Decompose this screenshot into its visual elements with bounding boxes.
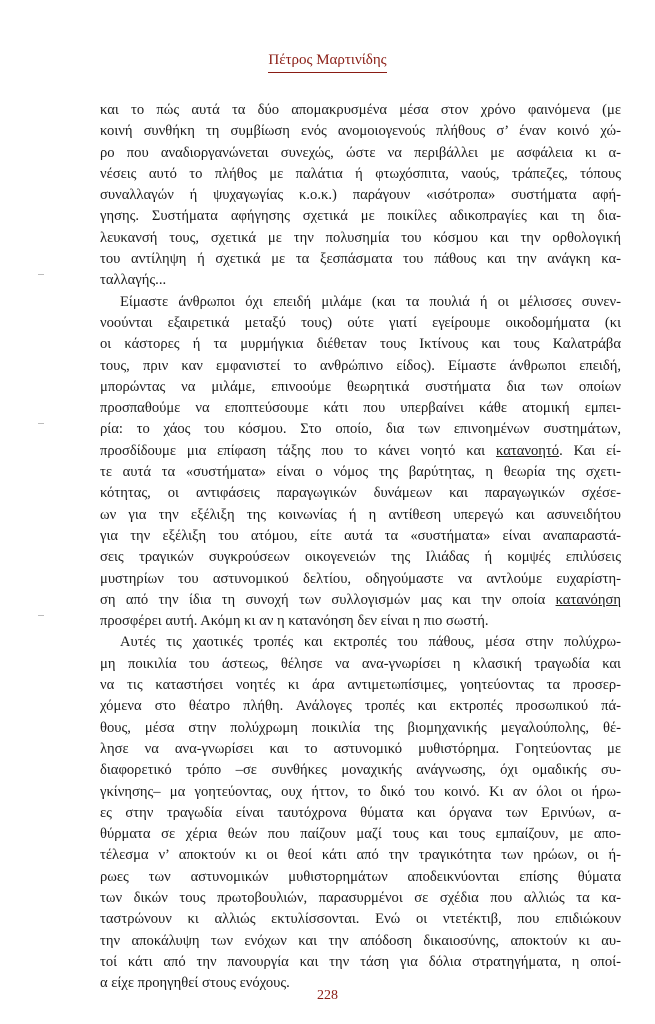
text-line: ες στην τραγωδία είναι ταυτόχρονα θύματα και όργανα των Ερινύων, α- (100, 804, 621, 821)
text-line-with-underline (100, 441, 621, 462)
text-line: μυστηρίων του αστυνομικού δελτίου, οδηγούμαστε να αντλούμε ευχαρίστη- (100, 570, 621, 587)
paragraph-3 (100, 632, 621, 994)
page-number: 228 (317, 988, 338, 1003)
text-line: νέσεις αυτό το πλήθος με παλάτια ή φτωχόσπιτα, ναούς, τράπεζες, τόπους (100, 165, 621, 182)
text-line: σεις τραγικών συγκρούσεων οικογενειών της Ιλιάδας ή κομψές επιλύσεις (100, 549, 621, 566)
text-line: τοί κάτι από την πανουργία και την τάση για δόλια στρατηγήματα, η οποί- (100, 953, 621, 970)
text-line: θύρματα σε χέρια θεών που παίζουν μαζί τους και τους εμπαίζουν, με απο- (100, 826, 621, 843)
underlined-word: κατανόηση (555, 591, 621, 608)
text-line: Είμαστε άνθρωποι όχι επειδή μιλάμε (και τα πουλιά ή οι μέλισσες συνεν- (120, 293, 621, 310)
text-line: Αυτές τις χαοτικές τροπές και εκτροπές του πάθους, μέσα στην πολύχρω- (120, 634, 621, 651)
text-line: λευκανσή τους, σχετικά με την πολυσημία του κόσμου και την ορθολογική (100, 229, 621, 246)
text-line: να τις καταστήσει νοητές κι άρα αντιμετωπίσιμες, γοητεύοντας τα προσερ- (100, 677, 621, 694)
margin-mark (38, 274, 44, 275)
text-line: γκίνησης– μα γοητεύοντας, ουχ ήττον, το δικό του κοινό. Κι αν όλοι οι ήρω- (100, 783, 621, 800)
text-line: συναλλαγών ή ψυχαγωγίας κ.ο.κ.) παράγουν «ισότροπα» συστήματα αφή- (100, 187, 621, 204)
text-line: θους, μέσα στην πολύχρωμη ποικιλία της βιομηχανικής μεγαλούπολης, θέ- (100, 719, 621, 736)
line-text: ση από την ίδια τη συνοχή των συλλογισμών μας και την οποία (100, 591, 556, 608)
page-body (100, 100, 621, 994)
text-line: του αντίληψη ή σχετικά με τα ξεσπάσματα του πάθους και την ανάγκη κα- (100, 251, 621, 268)
text-line: την αποκάλυψη των ενόχων και την απόδοση δικαιοσύνης, αποκτούν κι αυ- (100, 932, 621, 949)
text-line: για την εξέλιξη του ατόμου, είτε αυτά τα «συστήματα» είναι αναπαραστά- (100, 527, 621, 544)
text-line: τε αυτά τα «συστήματα» είναι ο νόμος της βαρύτητας, η θεωρία της σχετι- (100, 464, 621, 481)
text-line: κότητας, οι αντιφάσεις παραγωγικών δυνάμεων και παραγωγικών σχέσε- (100, 485, 621, 502)
text-line-with-underline (100, 590, 621, 611)
line-tail: . Και εί- (559, 442, 622, 459)
text-line: διαφορετικό τρόπο –σε συνθήκες μοναχικής ανάγνωσης, όχι ομαδικής συ- (100, 762, 621, 779)
text-line: χόμενα στο θέατρο πλήθη. Ανάλογες τροπές και εκτροπές προσωπικού πά- (100, 698, 621, 715)
text-line: τέλεσμα ν’ αποκτούν κι οι θεοί κάτι από την τραγικότητα των ηρώων, οι ή- (100, 847, 621, 864)
paragraph-1 (100, 100, 621, 292)
text-line: και το πώς αυτά τα δύο απομακρυσμένα μέσα στον χρόνο φαινόμενα (με (100, 102, 621, 118)
text-line: μπορώντας να μιλάμε, επινοούμε θεωρητικά συστήματα δια των οποίων (100, 378, 621, 395)
text-line: των δικών τους πρωτοβουλιών, παρασυρμένοι σε σχέδια που αλλιώς τα κα- (100, 889, 621, 906)
text-line: προσπαθούμε να εποπτεύσουμε κάτι που υπερβαίνει κάθε ατομική εμπει- (100, 400, 621, 417)
line-text: προσδίδουμε μια επίφαση τάξης που το κάνει νοητό και (100, 442, 496, 459)
text-line: ρωες των αστυνομικών μυθιστορημάτων αποδεικνύονται επίσης θύματα (100, 868, 621, 885)
text-line: μη ποικιλία του άστεως, θέλησε να ανα-γνωρίσει η κλασική τραγωδία και (100, 655, 621, 672)
text-line: ων για την εξέλιξη της κοινωνίας ή η αντίθεση υπερεγώ και ασυνειδήτου (100, 506, 621, 523)
text-line: οι κάστορες ή τα μυρμήγκια διέθεταν τους Ικτίνους και τους Καλατράβα (100, 336, 621, 353)
text-line: α είχε προηγηθεί στους ενόχους. (100, 975, 290, 992)
text-line: κοινή συνθήκη τη συμβίωση ενός ανομοιογενούς πλήθους σ’ έναν κοινό χώ- (100, 123, 621, 140)
margin-mark (38, 423, 44, 424)
paragraph-2 (100, 292, 621, 633)
author-name: Πέτρος Μαρτινίδης (268, 50, 386, 73)
running-header (0, 50, 655, 73)
text-line: νοούνται εξαιρετικά μεταξύ τους) ούτε γιατί εγείρουμε οικοδομήματα (κι (100, 314, 621, 331)
text-line: γησης. Συστήματα αφήγησης σχετικά με ποικίλες αδικοπραγίες και τη δια- (100, 208, 621, 225)
margin-mark (38, 615, 44, 616)
text-line: τους, πριν καν εμφανιστεί το ανθρώπινο είδος). Είμαστε άνθρωποι επειδή, (100, 357, 621, 374)
text-line: προσφέρει αυτή. Ακόμη κι αν η κατανόηση δεν είναι η πιο σωστή. (100, 613, 489, 630)
text-line: λησε να ανα-γνωρίσει και το αστυνομικό μυθιστόρημα. Γοητεύοντας με (100, 740, 621, 757)
text-line: ταλλαγής... (100, 272, 167, 289)
underlined-word: κατανοητό (495, 442, 560, 459)
text-line: ταστρώνουν κι αλλιώς εκτυλίσσονται. Ενώ οι ντετέκτιβ, που επιδιώκουν (100, 911, 621, 928)
text-line: ρο που αναδιοργανώνεται συνεχώς, ώστε να περιβάλλει με ασφάλεια κι α- (100, 144, 621, 161)
text-line: ρία: το χάος του κόσμου. Στο οποίο, δια των επινοημένων συστημάτων, (100, 421, 621, 438)
